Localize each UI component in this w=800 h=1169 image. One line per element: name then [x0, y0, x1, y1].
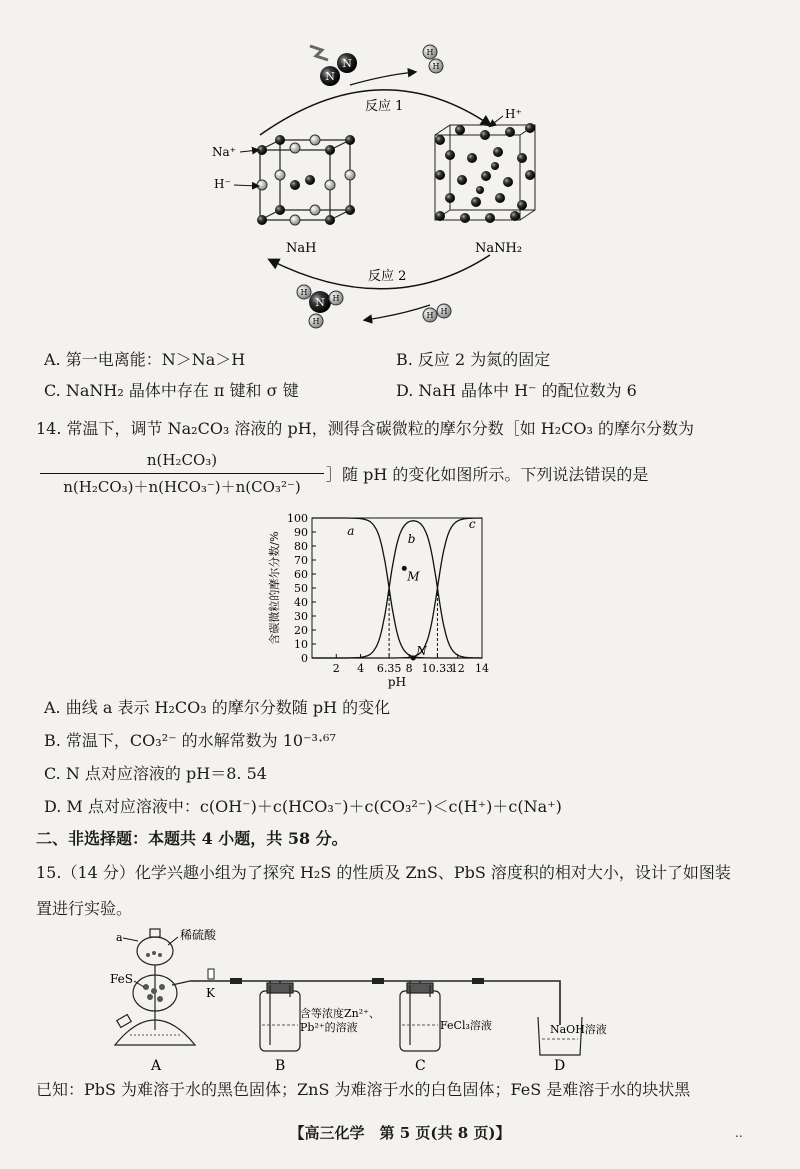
wash-bottle-B — [260, 983, 300, 1051]
reaction-cycle-figure — [200, 30, 580, 340]
species-fraction-chart — [262, 510, 502, 690]
dilute-acid-label: 稀硫酸 — [180, 928, 217, 942]
apparatus-label-D: D — [554, 1058, 566, 1074]
nanh2-crystal — [435, 123, 535, 223]
q14-option-d: D. M 点对应溶液中：c(OH⁻)＋c(HCO₃⁻)＋c(CO₃²⁻)＜c(H⁺)＋c(Na⁺) — [44, 797, 562, 816]
q14-option-b: B. 常温下，CO₃²⁻ 的水解常数为 10⁻³·⁶⁷ — [44, 731, 336, 750]
svg-text:N: N — [342, 57, 352, 70]
q15-line2: 置进行实验。 — [36, 899, 133, 918]
svg-text:H: H — [426, 311, 434, 320]
point-N — [411, 656, 416, 661]
q15-line1: 15.（14 分）化学兴趣小组为了探究 H₂S 的性质及 ZnS、PbS 溶度积的相对大小，设计了如图装 — [36, 863, 731, 882]
q14-fraction-numerator: n(H₂CO₃) — [146, 451, 218, 469]
h-plus-label: H⁺ — [505, 107, 522, 121]
h-minus-label: H⁻ — [214, 177, 231, 191]
svg-text:H: H — [426, 48, 434, 57]
q13-option-d: D. NaH 晶体中 H⁻ 的配位数为 6 — [396, 381, 637, 400]
y-tick-label: 70 — [294, 554, 308, 567]
x-tick-label: 12 — [450, 662, 465, 675]
series-c-line — [312, 518, 482, 658]
label-a-small: a — [116, 931, 123, 944]
point-M-label: M — [407, 569, 420, 584]
point-M — [402, 566, 407, 571]
svg-text:N: N — [315, 296, 325, 309]
plot-frame — [312, 518, 482, 658]
q13-option-c: C. NaNH₂ 晶体中存在 π 键和 σ 键 — [44, 381, 299, 400]
y-tick-label: 40 — [294, 596, 308, 609]
section2-heading: 二、非选择题：本题共 4 小题，共 58 分。 — [36, 829, 348, 848]
kipp-generator-A — [115, 929, 195, 1045]
svg-text:H: H — [312, 317, 320, 326]
d-solution-label: NaOH溶液 — [550, 1023, 607, 1036]
series-a-label: a — [347, 523, 355, 538]
svg-text:H: H — [432, 62, 440, 71]
b-solution-label-2: Pb²⁺的溶液 — [300, 1021, 358, 1034]
x-tick-label: 14 — [475, 662, 489, 675]
svg-text:H: H — [440, 307, 448, 316]
svg-text:H: H — [300, 288, 308, 297]
series-b-line — [312, 521, 482, 658]
series-b-label: b — [407, 532, 416, 547]
h2-molecule-top — [423, 45, 443, 73]
x-tick-label: 8 — [405, 662, 413, 675]
series-c-label: c — [468, 516, 476, 531]
apparatus-label-B: B — [275, 1058, 286, 1074]
footer-mark: .. — [735, 1126, 743, 1140]
x-axis-label: pH — [387, 675, 407, 689]
h2-molecule-bottom — [423, 304, 451, 322]
y-tick-label: 100 — [287, 512, 308, 525]
point-N-label: N — [416, 644, 427, 658]
q14-stem-line2: ］随 pH 的变化如图所示。下列说法错误的是 — [326, 465, 649, 484]
q14-option-c: C. N 点对应溶液的 pH＝8. 54 — [44, 764, 267, 783]
y-tick-label: 60 — [294, 568, 308, 581]
fes-label: FeS — [110, 972, 133, 986]
reaction1-label: 反应 1 — [365, 99, 404, 114]
apparatus-figure — [110, 925, 607, 1074]
valve-k-label: K — [206, 986, 215, 1000]
q14-stem-line1: 14. 常温下，调节 Na₂CO₃ 溶液的 pH，测得含碳微粒的摩尔分数［如 H₂CO₃ 的摩尔分数为 — [36, 419, 695, 438]
y-tick-label: 50 — [294, 582, 308, 595]
y-axis-label: 含碳微粒的摩尔分数/% — [268, 531, 281, 645]
svg-text:H: H — [332, 294, 340, 303]
apparatus-label-C: C — [415, 1058, 426, 1074]
q15-known: 已知：PbS 为难溶于水的黑色固体；ZnS 为难溶于水的白色固体；FeS 是难溶于水的块状黑 — [36, 1080, 691, 1099]
nah-crystal — [257, 135, 355, 225]
apparatus-label-A: A — [151, 1058, 162, 1074]
y-tick-label: 30 — [294, 610, 308, 623]
y-tick-label: 0 — [301, 652, 308, 665]
y-tick-label: 80 — [294, 540, 308, 553]
q14-fraction-bar — [40, 473, 324, 474]
b-solution-label-1: 含等浓度Zn²⁺、 — [300, 1007, 380, 1020]
y-tick-label: 90 — [294, 526, 308, 539]
page-footer: 【高三化学 第 5 页(共 8 页)】 — [289, 1124, 511, 1142]
x-tick-label: 4 — [357, 662, 365, 675]
y-tick-label: 20 — [294, 624, 308, 637]
lightning-icon — [310, 46, 328, 60]
nah-label: NaH — [286, 241, 317, 256]
q13-option-a: A. 第一电离能：N＞Na＞H — [44, 350, 246, 369]
x-tick-label: 2 — [332, 662, 340, 675]
q14-option-a: A. 曲线 a 表示 H₂CO₃ 的摩尔分数随 pH 的变化 — [44, 698, 391, 717]
x-tick-label: 6.35 — [376, 662, 402, 675]
q14-fraction-denominator: n(H₂CO₃)＋n(HCO₃⁻)＋n(CO₃²⁻) — [63, 478, 301, 496]
q13-option-b: B. 反应 2 为氮的固定 — [396, 350, 551, 369]
reaction2-label: 反应 2 — [368, 269, 407, 284]
y-tick-label: 10 — [294, 638, 308, 651]
na-plus-label: Na⁺ — [212, 145, 236, 159]
nanh2-label: NaNH₂ — [475, 241, 523, 256]
svg-text:N: N — [325, 70, 335, 83]
nh3-molecule — [297, 285, 343, 328]
x-tick-label: 10.33 — [421, 662, 454, 675]
series-a-line — [312, 518, 482, 658]
c-solution-label: FeCl₃溶液 — [440, 1019, 492, 1032]
wash-bottle-C — [400, 983, 440, 1051]
